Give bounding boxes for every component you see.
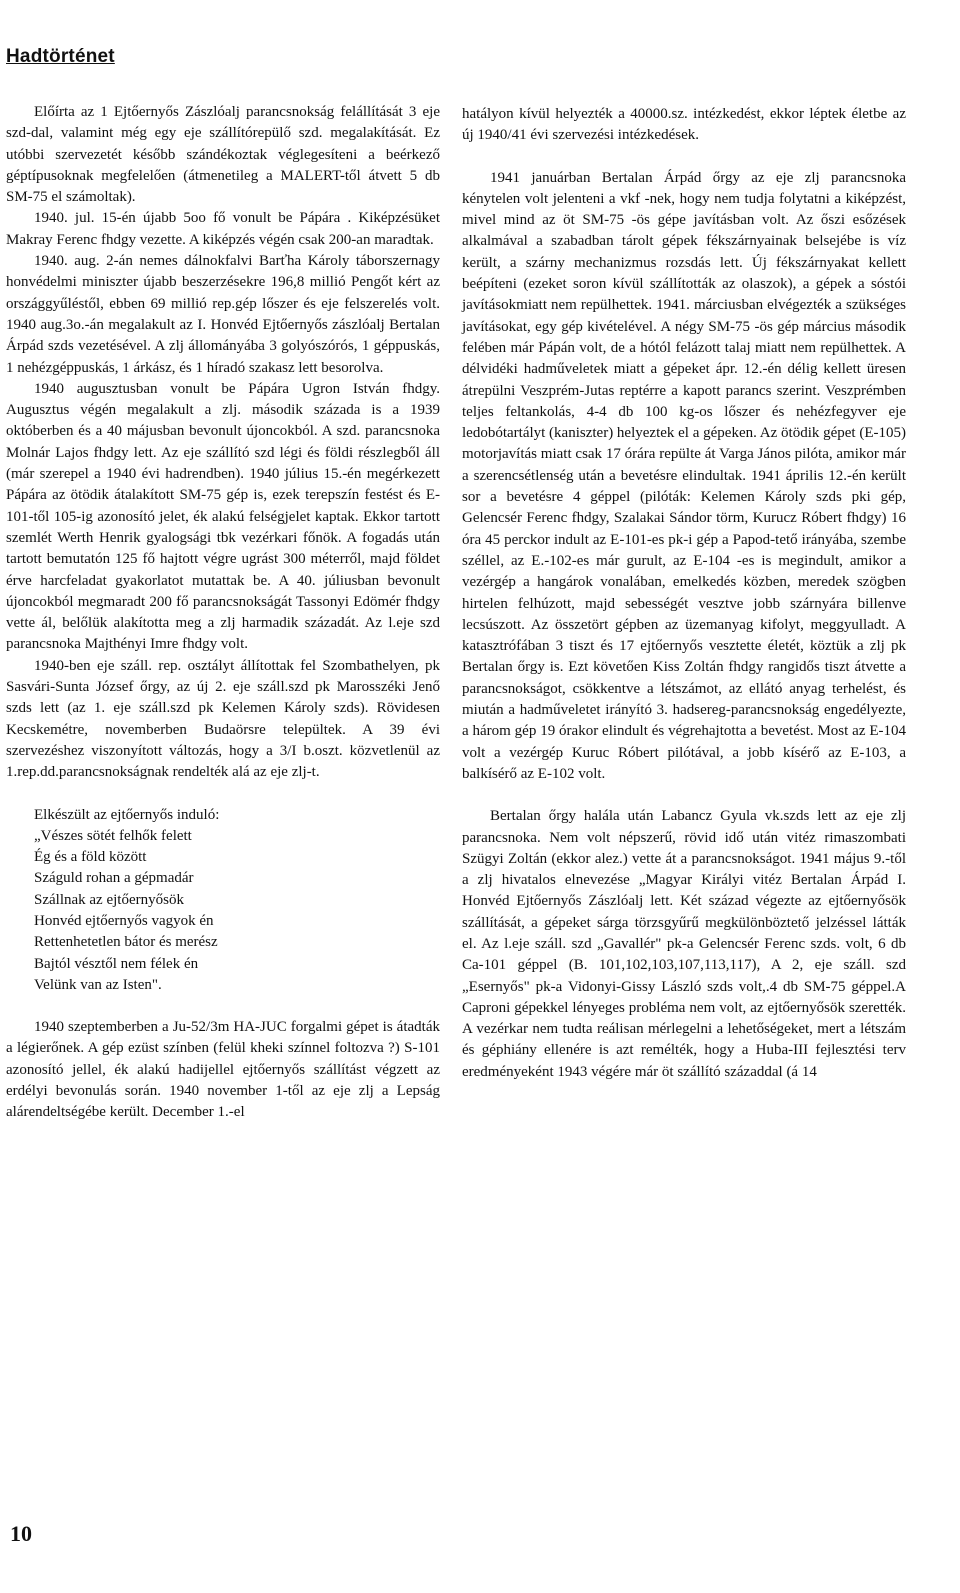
paragraph: 1940. aug. 2-án nemes dálnokfalvi Barťha Károly táborszernagy honvédelmi miniszter újabb beszerzésekre 196,8 millió Pengőt kért az országgyűléstől, ebben 69 millió rep.gép lőszer és eje felszerelés volt. 1940 aug.3o.-án megalakult az I. Honvéd Ejtőernyős zászlóalj Bertalan Árpád szds vezetésével. A zlj állományába 3 golyószórós, 1 géppuskás, 1 nehézgéppuskás, 1 árkász, és 1 híradó szakasz lett besorolva. — [6, 253, 440, 376]
section-title: Hadtörténet — [6, 46, 115, 67]
poem-line: Velünk van az Isten". — [34, 976, 162, 993]
poem-line: Ég és a föld között — [34, 849, 147, 866]
paragraph: 1940 augusztusban vonult be Pápára Ugron István fhdgy. Augusztus végén megalakult a zlj. második százada is a 1939 októberben és a 40 májusban bevonult újoncokból. A szd. parancsnoka Molnár Lajos fhdgy lett. Az eje szállító szd légi és földi részlegből áll (már szerepel a 1940 évi hadrendben). 1940 július 15.-én megérkezett Pápára az ötödik átalakított SM-75 gép is, ezek terepszín festést és E-101-től 105-ig azonosító jelet, ék alakú felségjelet kaptak. Ekkor tartott szemlét Werth Henrik gyalogsági tbk vezérkari főnök. A fogadás után tartott bemutatón 125 fő hajtott végre ugrást 300 méterről, majd földet érve harcfeladat gyakorlatot mutattak be. A 40. júliusban bevonult újoncokból megmaradt 200 fő parancsnokságát Tassonyi Edömér fhdgy vette ál, belőlük alakította meg a zlj harmadik századát. Az l.eje szd parancsnoka Majthényi Imre fhdgy volt. — [6, 380, 440, 653]
poem-line: Szállnak az ejtőernyősök — [34, 891, 184, 908]
left-text-column — [6, 102, 440, 1124]
right-text-column — [462, 104, 906, 1083]
poem-line: Honvéd ejtőernyős vagyok én — [34, 912, 214, 929]
paragraph: 1940 szeptemberben a Ju-52/3m HA-JUC forgalmi gépet is átadták a légierőnek. A gép ezüst színben (felül kheki színnel foltozva ?) S-101 azonosító jellel, ék alakú hadijellel ejtőernyős szállítást végzett az erdélyi bevonulás során. 1940 november 1-től az eje zlj a Lepság alárendeltségébe került. December 1.-el — [6, 1019, 440, 1121]
page-number: 10 — [10, 1521, 32, 1546]
paragraph: Bertalan őrgy halála után Labancz Gyula vk.szds lett az eje zlj parancsnoka. Nem volt népszerű, rövid idő után vitéz rimaszombati Szügyi Zoltán (ekkor alez.) vette át a parancsnokságot. 1941 május 9.-től a zlj hivatalos elnevezése „Magyar Királyi vitéz Bertalan Árpád I. Honvéd Ejtőernyős Zászlóalj lett. Két század végezte az ejtőernyősök szállítását, a gépeket sárga törzsgyűrű megkülönböztető jelzéssel látták el. Az l.eje száll. szd „Gavallér" pk-a Gelencsér Ferenc szds. volt, 6 db Ca-101 géppel (B. 101,102,103,107,113,117), A 2, eje száll. szd „Esernyős" pk-a Vidonyi-Gissy László szds volt,.4 db SM-75 géppel.A Caproni gépekkel lényeges probléma nem volt, az ejtőernyősök szerették. A vezérkar nem tudta reálisan mérlegelni a lehetőségeket, mert a létszám és géphiány ellenére is azt remélték, hogy a Huba-III fejlesztési terv eredményeként 1943 végére már öt szállító századdal (á 14 — [462, 808, 906, 1080]
poem-line: „Vészes sötét felhők felett — [34, 827, 192, 844]
paragraph: 1941 januárban Bertalan Árpád őrgy az eje zlj parancsnoka kénytelen volt jelenteni a vkf -nek, hogy nem tudja folytatni a kiképzést, mivel mind az öt SM-75 -ös gépe javításban volt. Az őszi esőzések alkalmával a szabadban tárolt gépek fékszárnyainak belsejébe is víz került, a szárny mechanizmus rozsdás lett. Új fékszárnyakat kellett beépíteni (ezeket soron kívül szállították az olaszok), a gépek a sóstói javításokmiatt nem repülhettek. 1941. márciusban elvégezték a szükséges javításokat, egy gép kivételével. A négy SM-75 -ös gép március második felében már Pápán volt, de a hótól felázott talaj miatt nem repülhettek. A délvidéki hadműveletek miatt a gépeket ápr. 12.-én délig kellett üresen átrepülni Veszprém-Jutas reptérre a kapott parancs szerint. Veszprémben teljes feltankolás, 4-4 db 100 kg-os lőszer és nehézfegyver eje ledobótartályt (kaniszter) helyeztek el a gépeken. Az ötödik gépet (E-105) motorjavítás miatt csak 17 órára repülte át Varga János pilóta, amikor már a szerencsétlenség után a bevetésre elindultak. 1941 április 12.-én került sor a bevetésre 4 géppel (pilóták: Kelemen Károly szds pki gép, Gelencsér Ferenc fhdgy, Szalakai Sándor törm, Kurucz Róbert fhdgy) 16 óra 45 perckor indult az E-101-es pk-i gép a Papod-tető irányába, szembe széllel, az E.-102-es már gurult, az E-104 -es is megindult, amikor a vezérgép a hangárok vonalában, emelkedés közben, meredek szögben hirtelen felhúzott, majd sebességét vesztve jobb szárnyára billenve lecsúszott. Az összetört gépben az üzemanyag kifolyt, meggyulladt. A katasztrófában 3 tiszt és 17 ejtőernyős vesztette életét, köztük a zlj pk Bertalan őrgy is. Ezt követően Kiss Zoltán fhdgy rangidős tiszt átvette a parancsnokságot, csökkentve a létszámot, az ellátó anyag terhelést, és miután a hadműveletet irányító 3. hadsereg-parancsnokság engedélyezte, a három gép 19 órakor elindult és végrehajtotta a bevetést. Most az E-104 volt a vezérgép Kuruc Róbert pilótával, a jobb kísérő az E-103, a balkísérő az E-102 volt. — [462, 169, 906, 782]
poem-line: Száguld rohan a gépmadár — [34, 870, 194, 887]
poem-line: Rettenhetetlen bátor és merész — [34, 934, 218, 951]
paragraph: 1940. jul. 15-én újabb 5oo fő vonult be Pápára . Kiképzésüket Makray Ferenc fhdgy vezette. A kiképzés végén csak 200-an maradtak. — [6, 210, 440, 248]
paragraph: 1940-ben eje száll. rep. osztályt állítottak fel Szombathelyen, pk Sasvári-Sunta József őrgy, az új 2. eje száll.szd pk Marosszéki Jenő szds lett (az 1. eje száll.szd pk Kelemen Károly szds). Rövidesen Kecskemétre, novemberben Budaörsre települtek. A 39 évi szervezéshez viszonyított változás, hogy a 3/I b.oszt. közvetlenül az 1.rep.dd.parancsnokságnak rendelték alá az eje zlj-t. — [6, 657, 440, 781]
paragraph: hatályon kívül helyezték a 40000.sz. intézkedést, ekkor léptek életbe az új 1940/41 évi szervezési intézkedések. — [462, 106, 906, 144]
anthem-poem — [6, 805, 440, 997]
paragraph: Előírta az 1 Ejtőernyős Zászlóalj parancsnokság felállítását 3 eje szd-dal, valamint még egy eje szállítórepülő szd. megalakítását. Ez utóbbi szervezetét később szándékoztak véglegesíteni a beérkező géptípusoknak megfelelően (átmenetileg a MALERT-től átvett 5 db SM-75 el számoltak). — [6, 104, 440, 206]
poem-intro: Elkészült az ejtőernyős induló: — [34, 806, 220, 823]
poem-line: Bajtól vésztől nem félek én — [34, 955, 199, 972]
